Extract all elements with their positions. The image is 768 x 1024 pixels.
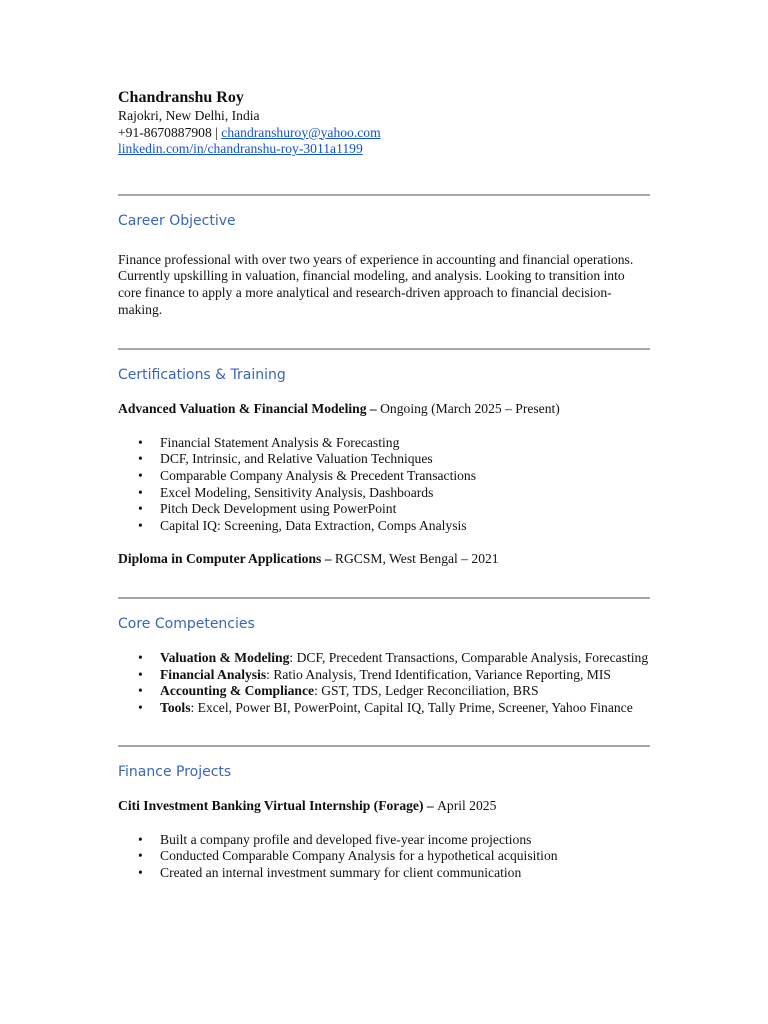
course-name: Advanced Valuation & Financial Modeling (118, 401, 367, 417)
list-item (118, 518, 650, 535)
course-detail: Ongoing (March 2025 – Present) (380, 401, 560, 417)
competency-text: : DCF, Precedent Transactions, Comparable Analysis, Forecasting (289, 649, 649, 665)
location: Rajokri, New Delhi, India (118, 108, 260, 123)
competency-text: : Excel, Power BI, PowerPoint, Capital IQ, Tally Prime, Screener, Yahoo Finance (190, 699, 633, 715)
section-title: Certifications & Training (118, 367, 286, 384)
list-item (118, 683, 650, 700)
section-title: Finance Projects (118, 764, 232, 781)
competency-label: Accounting & Compliance (160, 683, 315, 699)
bullet-icon: • (138, 865, 143, 881)
competencies-section (118, 615, 650, 716)
list-item-text: Pitch Deck Development using PowerPoint (160, 501, 397, 517)
bullet-icon: • (138, 683, 143, 699)
resume-page (118, 88, 650, 882)
list-item (118, 832, 650, 849)
certifications-section (118, 366, 650, 568)
project-detail: April 2025 (437, 798, 497, 814)
list-item (118, 451, 650, 468)
bullet-icon: • (138, 848, 143, 864)
candidate-name: Chandranshu Roy (118, 89, 244, 106)
list-item-text: Excel Modeling, Sensitivity Analysis, Dashboards (160, 484, 434, 500)
project-bullets (118, 832, 650, 882)
phone-email-line (118, 125, 650, 142)
projects-section (118, 763, 650, 881)
linkedin-link[interactable]: linkedin.com/in/chandranshu-roy-3011a1199 (118, 141, 363, 157)
list-item-text: Conducted Comparable Company Analysis for a hypothetical acquisition (160, 848, 558, 864)
list-item-text: Capital IQ: Screening, Data Extraction, Comps Analysis (160, 517, 467, 533)
course-title (118, 401, 650, 418)
section-title: Core Competencies (118, 615, 255, 632)
bullet-icon: • (138, 451, 143, 467)
list-item (118, 865, 650, 882)
separator: | (211, 124, 222, 140)
dash: – (423, 798, 438, 814)
bullet-icon: • (138, 501, 143, 517)
bullet-icon: • (138, 649, 143, 665)
competency-label: Valuation & Modeling (160, 649, 290, 665)
list-item (118, 435, 650, 452)
phone: +91-8670887908 (118, 124, 212, 140)
list-item (118, 848, 650, 865)
course-name: Diploma in Computer Applications (118, 551, 322, 567)
bullet-icon: • (138, 517, 143, 533)
course-title (118, 551, 650, 568)
bullet-icon: • (138, 484, 143, 500)
list-item-text: Built a company profile and developed five-year income projections (160, 831, 532, 847)
list-item (118, 468, 650, 485)
competency-list (118, 650, 650, 716)
list-item (118, 485, 650, 502)
competency-label: Financial Analysis (160, 666, 267, 682)
list-item (118, 650, 650, 667)
email-link[interactable]: chandranshuroy@yahoo.com (221, 124, 381, 140)
list-item-text: Financial Statement Analysis & Forecasting (160, 434, 400, 450)
list-item-text: DCF, Intrinsic, and Relative Valuation Techniques (160, 451, 433, 467)
resume-header (118, 88, 650, 158)
linkedin-line (118, 141, 650, 158)
bullet-icon: • (138, 699, 143, 715)
dash: – (366, 401, 381, 417)
project-name: Citi Investment Banking Virtual Internship (Forage) (118, 798, 424, 814)
section-title: Career Objective (118, 212, 236, 229)
bullet-icon: • (138, 467, 143, 483)
bullet-icon: • (138, 434, 143, 450)
project-title (118, 798, 650, 815)
competency-text: : Ratio Analysis, Trend Identification, Variance Reporting, MIS (266, 666, 611, 682)
objective-text: Finance professional with over two years of experience in accounting and financial operations. Currently upskilling in valuation, financial modeling, and analysis. Looking to transition into core finance to apply a more analytical and research-driven approach to financial decision-making. (118, 251, 634, 317)
course-detail: RGCSM, West Bengal – 2021 (334, 551, 499, 567)
competency-text: : GST, TDS, Ledger Reconciliation, BRS (314, 683, 539, 699)
list-item-text: Comparable Company Analysis & Precedent Transactions (160, 467, 477, 483)
list-item (118, 700, 650, 717)
list-item (118, 501, 650, 518)
list-item (118, 667, 650, 684)
bullet-icon: • (138, 831, 143, 847)
career-objective-section (118, 212, 650, 318)
competency-label: Tools (160, 699, 191, 715)
bullet-icon: • (138, 666, 143, 682)
course-bullets (118, 435, 650, 535)
list-item-text: Created an internal investment summary for client communication (160, 865, 522, 881)
dash: – (321, 551, 335, 567)
